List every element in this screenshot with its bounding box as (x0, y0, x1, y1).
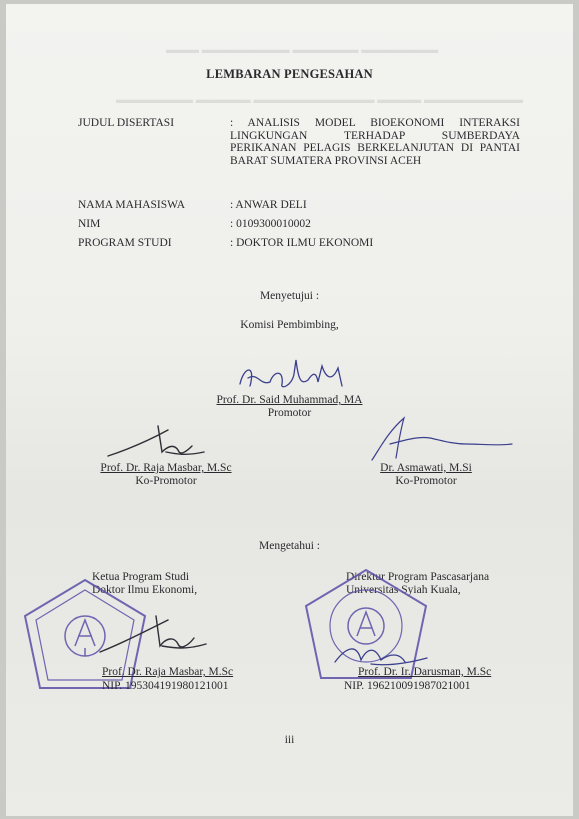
left-signatory-nip: NIP. 195304191980121001 (102, 680, 229, 692)
right-signatory-line2: Universitas Syiah Kuala, (346, 584, 461, 596)
copromotor2-name: Dr. Asmawati, M.Si (380, 462, 472, 474)
page-number: iii (284, 734, 295, 746)
show-through-text: ▬▬▬ ▬▬▬▬▬▬▬▬ ▬▬▬▬▬▬ ▬▬▬▬▬▬▬ (166, 44, 439, 56)
copromotor1-role: Ko-Promotor (135, 475, 197, 487)
left-signatory-line1: Ketua Program Studi (92, 571, 190, 583)
right-signatory-line1: Direktur Program Pascasarjana (346, 571, 490, 583)
promotor-role: Promotor (267, 407, 312, 419)
right-signatory-signature (331, 634, 431, 669)
field-label-title: JUDUL DISERTASI (78, 117, 175, 129)
document-page (6, 4, 573, 816)
field-label-nim: NIM (78, 218, 101, 230)
field-value-name: : ANWAR DELI (230, 199, 307, 211)
right-signatory-nip: NIP. 196210091987021001 (344, 680, 471, 692)
approval-heading: Menyetujui : (259, 290, 320, 302)
field-label-program: PROGRAM STUDI (78, 237, 172, 249)
left-signatory-signature (98, 612, 208, 657)
left-signatory-line2: Doktor Ilmu Ekonomi, (92, 584, 198, 596)
copromotor2-role: Ko-Promotor (395, 475, 457, 487)
copromotor1-signature (106, 422, 206, 462)
field-label-name: NAMA MAHASISWA (78, 199, 186, 211)
acknowledge-heading: Mengetahui : (259, 540, 320, 552)
left-signatory-name: Prof. Dr. Raja Masbar, M.Sc (102, 666, 234, 678)
field-value-program: : DOKTOR ILMU EKONOMI (230, 237, 374, 249)
show-through-text: ▬▬▬▬▬▬▬ ▬▬▬▬▬ ▬▬▬▬▬▬▬▬▬▬▬ ▬▬▬▬ ▬▬▬▬▬▬▬▬▬ (116, 94, 523, 106)
promotor-signature (236, 356, 356, 396)
committee-heading: Komisi Pembimbing, (240, 319, 339, 331)
field-value-nim: : 0109300010002 (230, 218, 311, 230)
page-title: LEMBARAN PENGESAHAN (206, 67, 373, 81)
copromotor1-name: Prof. Dr. Raja Masbar, M.Sc (100, 462, 232, 474)
copromotor2-signature (366, 414, 516, 464)
promotor-name: Prof. Dr. Said Muhammad, MA (216, 394, 363, 406)
field-value-title: : ANALISIS MODEL BIOEKONOMI INTERAKSI LINGKUNGAN TERHADAP SUMBERDAYA PERIKANAN PELAGIS BERKELANJUTAN DI PANTAI BARAT SUMATERA PROVINSI ACEH (230, 117, 520, 167)
right-signatory-name: Prof. Dr. Ir. Darusman, M.Sc (358, 666, 492, 678)
